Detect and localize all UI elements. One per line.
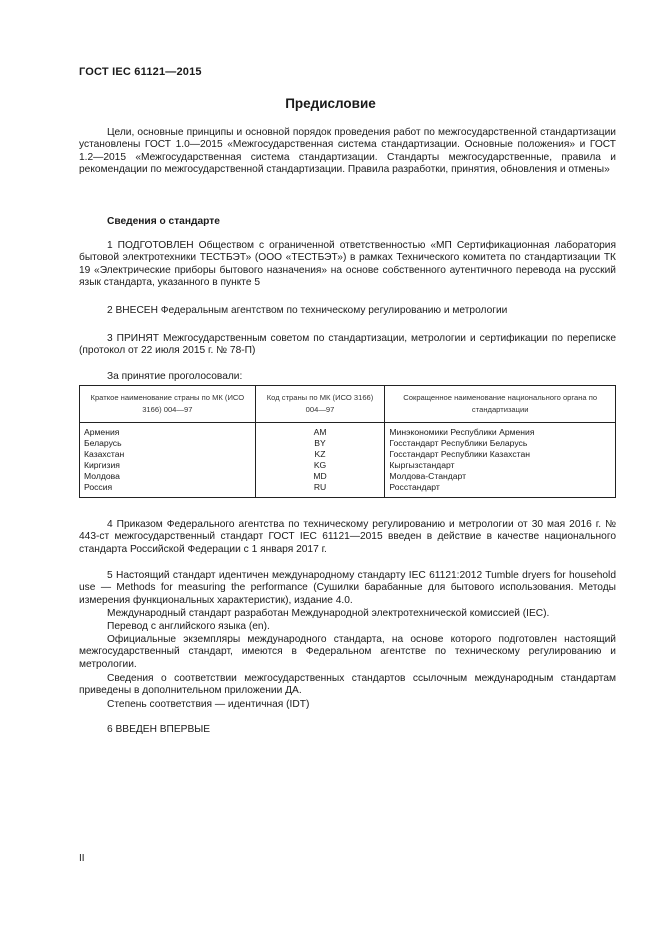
column-header-country: Краткое наименование страны по МК (ИСО 3166) 004—97 [80,386,256,423]
code-cell: BY [255,438,385,449]
column-header-code: Код страны по МК (ИСО 3166) 004—97 [255,386,385,423]
page-title: Предисловие [285,96,376,111]
country-cell: Молдова [80,471,256,482]
intro-paragraph: Цели, основные принципы и основной порядок проведения работ по межгосударственной стандартизации установлены ГОСТ 1.0—2015 «Межгосударственная система стандартизации. Основные положения» и ГОСТ 1.2—2015 «Межгосударственная система стандартизации. Стандарты межгосударственные, правила и рекомендации по межгосударственной стандартизации. Правила разработки, принятия, обновления и отмены» [79,127,616,176]
table-row [80,423,616,439]
table-row [80,482,616,498]
body-cell: Кыргызстандарт [385,460,616,471]
code-cell: KG [255,460,385,471]
code-cell: KZ [255,449,385,460]
country-cell: Киргизия [80,460,256,471]
table-header-row [80,386,616,423]
country-cell: Беларусь [80,438,256,449]
body-cell: Госстандарт Республики Казахстан [385,449,616,460]
section-subheading: Сведения о стандарте [107,216,220,227]
code-cell: RU [255,482,385,498]
voting-table [79,385,616,498]
table-row [80,471,616,482]
paragraph-5-degree: Степень соответствия — идентичная (IDT) [107,699,310,710]
document-code-header: ГОСТ IEC 61121—2015 [79,66,202,78]
page-number: II [79,853,85,864]
column-header-body: Сокращенное наименование национального органа по стандартизации [385,386,616,423]
body-cell: Минэкономики Республики Армения [385,423,616,439]
body-cell: Госстандарт Республики Беларусь [385,438,616,449]
paragraph-5-references: Сведения о соответствии межгосударственных стандартов ссылочным международным стандартам приведены в дополнительном приложении ДА. [79,673,616,697]
code-cell: AM [255,423,385,439]
country-cell: Армения [80,423,256,439]
paragraph-5-origin: Международный стандарт разработан Международной электротехнической комиссией (IEC). [107,608,550,619]
body-cell: Росстандарт [385,482,616,498]
table-row [80,449,616,460]
country-cell: Россия [80,482,256,498]
paragraph-2: 2 ВНЕСЕН Федеральным агентством по техническому регулированию и метрологии [107,305,508,316]
table-row [80,460,616,471]
paragraph-1: 1 ПОДГОТОВЛЕН Обществом с ограниченной ответственностью «МП Сертификационная лаборатория бытовой электротехники ТЕСТБЭТ» (ООО «ТЕСТБЭТ») в рамках Технического комитета по стандартизации ТК 19 «Электрические приборы бытового назначения» на основе собственного аутентичного перевода на русский язык стандарта, указанного в пункте 5 [79,240,616,289]
paragraph-4: 4 Приказом Федерального агентства по техническому регулированию и метрологии от 30 мая 2016 г. № 443-ст межгосударственный стандарт ГОСТ IEC 61121—2015 введен в действие в качестве национального стандарта Российской Федерации с 1 января 2017 г. [79,519,616,555]
paragraph-5-translation: Перевод с английского языка (en). [107,621,270,632]
code-cell: MD [255,471,385,482]
paragraph-5: 5 Настоящий стандарт идентичен международному стандарту IEC 61121:2012 Tumble dryers for household use — Methods for measuring the performance (Сушилки барабанные для бытового использования. Методы измерения функциональных характеристик), издание 4.0. [79,570,616,606]
body-cell: Молдова-Стандарт [385,471,616,482]
paragraph-5-copies: Официальные экземпляры международного стандарта, на основе которого подготовлен настоящий межгосударственный стандарт, имеются в Федеральном агентстве по техническому регулированию и метрологии. [79,634,616,670]
table-row [80,438,616,449]
country-cell: Казахстан [80,449,256,460]
paragraph-6: 6 ВВЕДЕН ВПЕРВЫЕ [107,724,211,735]
paragraph-3: 3 ПРИНЯТ Межгосударственным советом по стандартизации, метрологии и сертификации по переписке (протокол от 22 июля 2015 г. № 78-П) [79,333,616,357]
vote-label: За принятие проголосовали: [107,371,243,382]
